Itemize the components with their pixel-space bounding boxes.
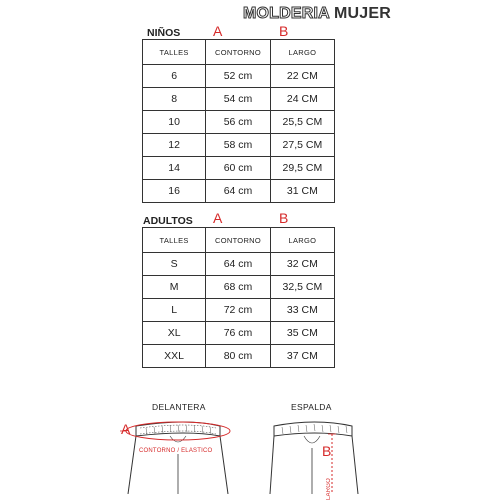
header-talles: TALLES [143, 228, 206, 253]
cell-contorno: 68 cm [206, 276, 271, 299]
cell-contorno: 80 cm [206, 345, 271, 368]
front-pants-illustration [118, 414, 248, 494]
front-view-label: DELANTERA [152, 402, 206, 412]
table-row [143, 180, 335, 203]
adults-letter-a: A [213, 210, 223, 226]
table-row [143, 88, 335, 111]
page-title [243, 5, 391, 23]
cell-contorno: 60 cm [206, 157, 271, 180]
cell-largo: 32,5 CM [270, 276, 334, 299]
cell-contorno: 58 cm [206, 134, 271, 157]
kids-letter-a: A [213, 23, 223, 39]
header-largo: LARGO [270, 228, 334, 253]
table-row [143, 111, 335, 134]
kids-section-label: NIÑOS [147, 27, 181, 39]
cell-largo: 22 CM [270, 65, 334, 88]
cell-largo: 25,5 CM [270, 111, 334, 134]
table-row [143, 345, 335, 368]
cell-talle: 10 [143, 111, 206, 134]
length-letter-b: B [322, 443, 332, 459]
cell-contorno: 54 cm [206, 88, 271, 111]
table-row [143, 65, 335, 88]
header-talles: TALLES [143, 40, 206, 65]
table-header-row [143, 40, 335, 65]
table-row [143, 299, 335, 322]
waist-letter-a: A [121, 421, 131, 437]
cell-largo: 31 CM [270, 180, 334, 203]
table-row [143, 276, 335, 299]
cell-contorno: 56 cm [206, 111, 271, 134]
back-pants-illustration [268, 414, 368, 494]
table-row [143, 157, 335, 180]
cell-contorno: 64 cm [206, 180, 271, 203]
header-largo: LARGO [270, 40, 334, 65]
cell-talle: 14 [143, 157, 206, 180]
title-outline-text: MOLDERIA [243, 5, 330, 22]
table-row [143, 134, 335, 157]
cell-talle: XL [143, 322, 206, 345]
back-view-label: ESPALDA [291, 402, 332, 412]
kids-letter-b: B [279, 23, 289, 39]
cell-largo: 37 CM [270, 345, 334, 368]
adults-letter-b: B [279, 210, 289, 226]
adults-section-label: ADULTOS [143, 215, 193, 227]
table-row [143, 253, 335, 276]
cell-largo: 29,5 CM [270, 157, 334, 180]
cell-largo: 32 CM [270, 253, 334, 276]
cell-contorno: 72 cm [206, 299, 271, 322]
cell-contorno: 64 cm [206, 253, 271, 276]
cell-contorno: 52 cm [206, 65, 271, 88]
cell-talle: 8 [143, 88, 206, 111]
cell-talle: M [143, 276, 206, 299]
adults-size-table [142, 227, 335, 368]
cell-talle: 6 [143, 65, 206, 88]
cell-largo: 24 CM [270, 88, 334, 111]
header-contorno: CONTORNO [206, 228, 271, 253]
table-header-row [143, 228, 335, 253]
cell-talle: 16 [143, 180, 206, 203]
length-label: LARGO [326, 478, 332, 500]
cell-talle: 12 [143, 134, 206, 157]
cell-talle: L [143, 299, 206, 322]
waist-label: CONTORNO / ELASTICO [139, 448, 213, 454]
cell-largo: 33 CM [270, 299, 334, 322]
cell-talle: S [143, 253, 206, 276]
cell-talle: XXL [143, 345, 206, 368]
cell-largo: 35 CM [270, 322, 334, 345]
kids-size-table [142, 39, 335, 203]
header-contorno: CONTORNO [206, 40, 271, 65]
table-row [143, 322, 335, 345]
title-solid-text: MUJER [333, 5, 391, 22]
cell-contorno: 76 cm [206, 322, 271, 345]
cell-largo: 27,5 CM [270, 134, 334, 157]
